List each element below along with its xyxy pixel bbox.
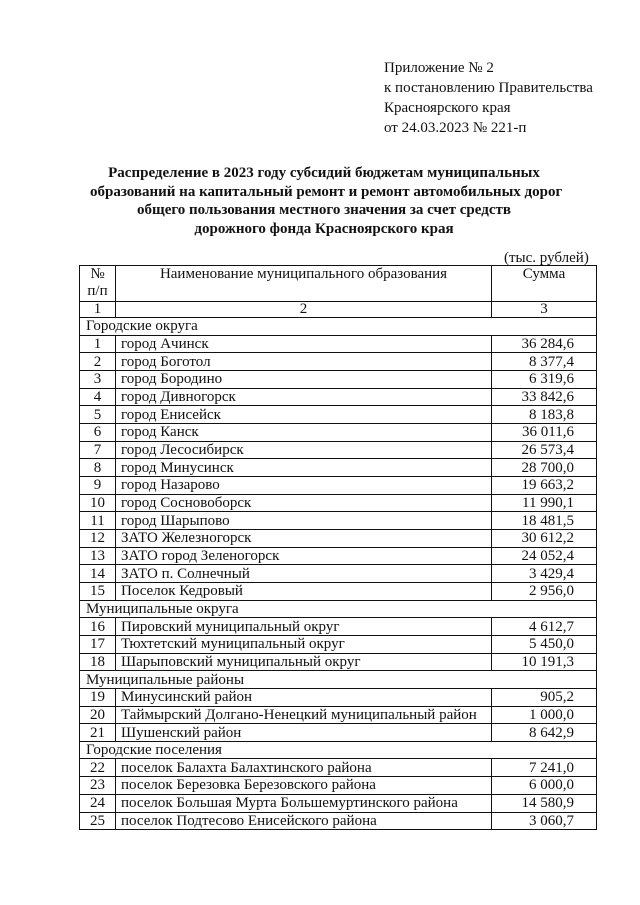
section-title: Муниципальные округа bbox=[80, 600, 597, 618]
row-value: 10 191,3 bbox=[492, 653, 597, 671]
row-number: 4 bbox=[80, 388, 116, 406]
table-row bbox=[80, 441, 597, 459]
row-value: 30 612,2 bbox=[492, 530, 597, 548]
section-row bbox=[80, 741, 597, 759]
row-value: 33 842,6 bbox=[492, 388, 597, 406]
row-number: 14 bbox=[80, 565, 116, 583]
row-name: город Сосновоборск bbox=[116, 494, 492, 512]
table-row bbox=[80, 406, 597, 424]
row-name: город Бородино bbox=[116, 370, 492, 388]
table-row bbox=[80, 759, 597, 777]
row-number: 10 bbox=[80, 494, 116, 512]
row-value: 8 642,9 bbox=[492, 724, 597, 742]
row-name: город Назарово bbox=[116, 477, 492, 495]
column-index: 2 bbox=[116, 302, 492, 318]
row-name: Таймырский Долгано-Ненецкий муниципальный район bbox=[116, 706, 492, 724]
appendix-line: к постановлению Правительства bbox=[384, 80, 593, 96]
table-row bbox=[80, 388, 597, 406]
title-line: Распределение в 2023 году субсидий бюджетам муниципальных bbox=[108, 165, 540, 181]
row-value: 28 700,0 bbox=[492, 459, 597, 477]
header-number-symbol: № bbox=[90, 266, 105, 282]
table-row bbox=[80, 547, 597, 565]
row-value: 19 663,2 bbox=[492, 477, 597, 495]
row-name: Пировский муниципальный округ bbox=[116, 618, 492, 636]
document-title bbox=[90, 164, 563, 238]
table-row bbox=[80, 583, 597, 601]
row-value: 3 429,4 bbox=[492, 565, 597, 583]
column-index: 1 bbox=[80, 302, 116, 318]
row-number: 21 bbox=[80, 724, 116, 742]
table-row bbox=[80, 423, 597, 441]
table-row bbox=[80, 370, 597, 388]
row-number: 15 bbox=[80, 583, 116, 601]
row-number: 5 bbox=[80, 406, 116, 424]
row-number: 13 bbox=[80, 547, 116, 565]
row-number: 2 bbox=[80, 353, 116, 371]
row-name: поселок Подтесово Енисейского района bbox=[116, 812, 492, 830]
table-row bbox=[80, 794, 597, 812]
row-number: 18 bbox=[80, 653, 116, 671]
row-value: 14 580,9 bbox=[492, 794, 597, 812]
row-name: город Лесосибирск bbox=[116, 441, 492, 459]
row-name: Шарыповский муниципальный округ bbox=[116, 653, 492, 671]
row-number: 7 bbox=[80, 441, 116, 459]
row-name: город Шарыпово bbox=[116, 512, 492, 530]
row-name: ЗАТО п. Солнечный bbox=[116, 565, 492, 583]
row-name: город Минусинск bbox=[116, 459, 492, 477]
table-row bbox=[80, 565, 597, 583]
header-name: Наименование муниципального образования bbox=[116, 266, 492, 302]
section-title: Городские округа bbox=[80, 318, 597, 336]
row-value: 26 573,4 bbox=[492, 441, 597, 459]
row-name: Поселок Кедровый bbox=[116, 583, 492, 601]
header-number-abbr: п/п bbox=[87, 283, 108, 299]
header-sum: Сумма bbox=[492, 266, 597, 302]
row-number: 11 bbox=[80, 512, 116, 530]
title-line: образований на капитальный ремонт и ремонт автомобильных дорог bbox=[90, 183, 563, 200]
table-row bbox=[80, 812, 597, 830]
table-row bbox=[80, 777, 597, 795]
section-row bbox=[80, 318, 597, 336]
appendix-line: от 24.03.2023 № 221-п bbox=[384, 120, 527, 136]
row-value: 7 241,0 bbox=[492, 759, 597, 777]
table-row bbox=[80, 335, 597, 353]
row-value: 6 000,0 bbox=[492, 777, 597, 795]
row-name: город Ачинск bbox=[116, 335, 492, 353]
row-name: поселок Березовка Березовского района bbox=[116, 777, 492, 795]
row-name: Тюхтетский муниципальный округ bbox=[116, 636, 492, 654]
row-name: Шушенский район bbox=[116, 724, 492, 742]
row-name: Минусинский район bbox=[116, 688, 492, 706]
row-name: город Дивногорск bbox=[116, 388, 492, 406]
row-value: 5 450,0 bbox=[492, 636, 597, 654]
table-row bbox=[80, 636, 597, 654]
row-value: 6 319,6 bbox=[492, 370, 597, 388]
row-number: 19 bbox=[80, 688, 116, 706]
table-row bbox=[80, 618, 597, 636]
row-value: 11 990,1 bbox=[492, 494, 597, 512]
row-name: ЗАТО город Зеленогорск bbox=[116, 547, 492, 565]
table-row bbox=[80, 724, 597, 742]
table-row bbox=[80, 653, 597, 671]
table-row bbox=[80, 494, 597, 512]
section-title: Муниципальные районы bbox=[80, 671, 597, 689]
row-value: 3 060,7 bbox=[492, 812, 597, 830]
row-name: город Канск bbox=[116, 423, 492, 441]
table-row bbox=[80, 512, 597, 530]
row-number: 24 bbox=[80, 794, 116, 812]
row-value: 8 183,8 bbox=[492, 406, 597, 424]
appendix-header bbox=[384, 58, 593, 138]
row-value: 36 011,6 bbox=[492, 423, 597, 441]
subsidy-table bbox=[79, 265, 597, 830]
column-index: 3 bbox=[492, 302, 597, 318]
row-number: 25 bbox=[80, 812, 116, 830]
row-value: 8 377,4 bbox=[492, 353, 597, 371]
table-row bbox=[80, 530, 597, 548]
row-number: 9 bbox=[80, 477, 116, 495]
appendix-line: Приложение № 2 bbox=[384, 60, 494, 76]
row-number: 1 bbox=[80, 335, 116, 353]
row-number: 22 bbox=[80, 759, 116, 777]
row-value: 36 284,6 bbox=[492, 335, 597, 353]
section-title: Городские поселения bbox=[80, 741, 597, 759]
appendix-line: Красноярского края bbox=[384, 100, 511, 116]
table-row bbox=[80, 706, 597, 724]
header-number bbox=[80, 266, 116, 302]
column-index-row bbox=[80, 302, 597, 318]
title-line: общего пользования местного значения за счет средств bbox=[137, 202, 511, 218]
row-number: 12 bbox=[80, 530, 116, 548]
row-value: 2 956,0 bbox=[492, 583, 597, 601]
row-name: город Енисейск bbox=[116, 406, 492, 424]
row-value: 1 000,0 bbox=[492, 706, 597, 724]
table-row bbox=[80, 477, 597, 495]
row-name: поселок Балахта Балахтинского района bbox=[116, 759, 492, 777]
row-number: 8 bbox=[80, 459, 116, 477]
table-row bbox=[80, 688, 597, 706]
row-value: 905,2 bbox=[492, 688, 597, 706]
table-header-row bbox=[80, 266, 597, 302]
row-number: 20 bbox=[80, 706, 116, 724]
row-name: город Боготол bbox=[116, 353, 492, 371]
section-row bbox=[80, 600, 597, 618]
units-label: (тыс. рублей) bbox=[504, 250, 589, 266]
row-name: поселок Большая Мурта Большемуртинского района bbox=[116, 794, 492, 812]
section-row bbox=[80, 671, 597, 689]
row-number: 16 bbox=[80, 618, 116, 636]
row-value: 18 481,5 bbox=[492, 512, 597, 530]
title-line: дорожного фонда Красноярского края bbox=[194, 220, 454, 237]
row-number: 3 bbox=[80, 370, 116, 388]
row-number: 6 bbox=[80, 423, 116, 441]
row-number: 17 bbox=[80, 636, 116, 654]
table-row bbox=[80, 353, 597, 371]
row-name: ЗАТО Железногорск bbox=[116, 530, 492, 548]
row-value: 4 612,7 bbox=[492, 618, 597, 636]
row-value: 24 052,4 bbox=[492, 547, 597, 565]
row-number: 23 bbox=[80, 777, 116, 795]
table-row bbox=[80, 459, 597, 477]
